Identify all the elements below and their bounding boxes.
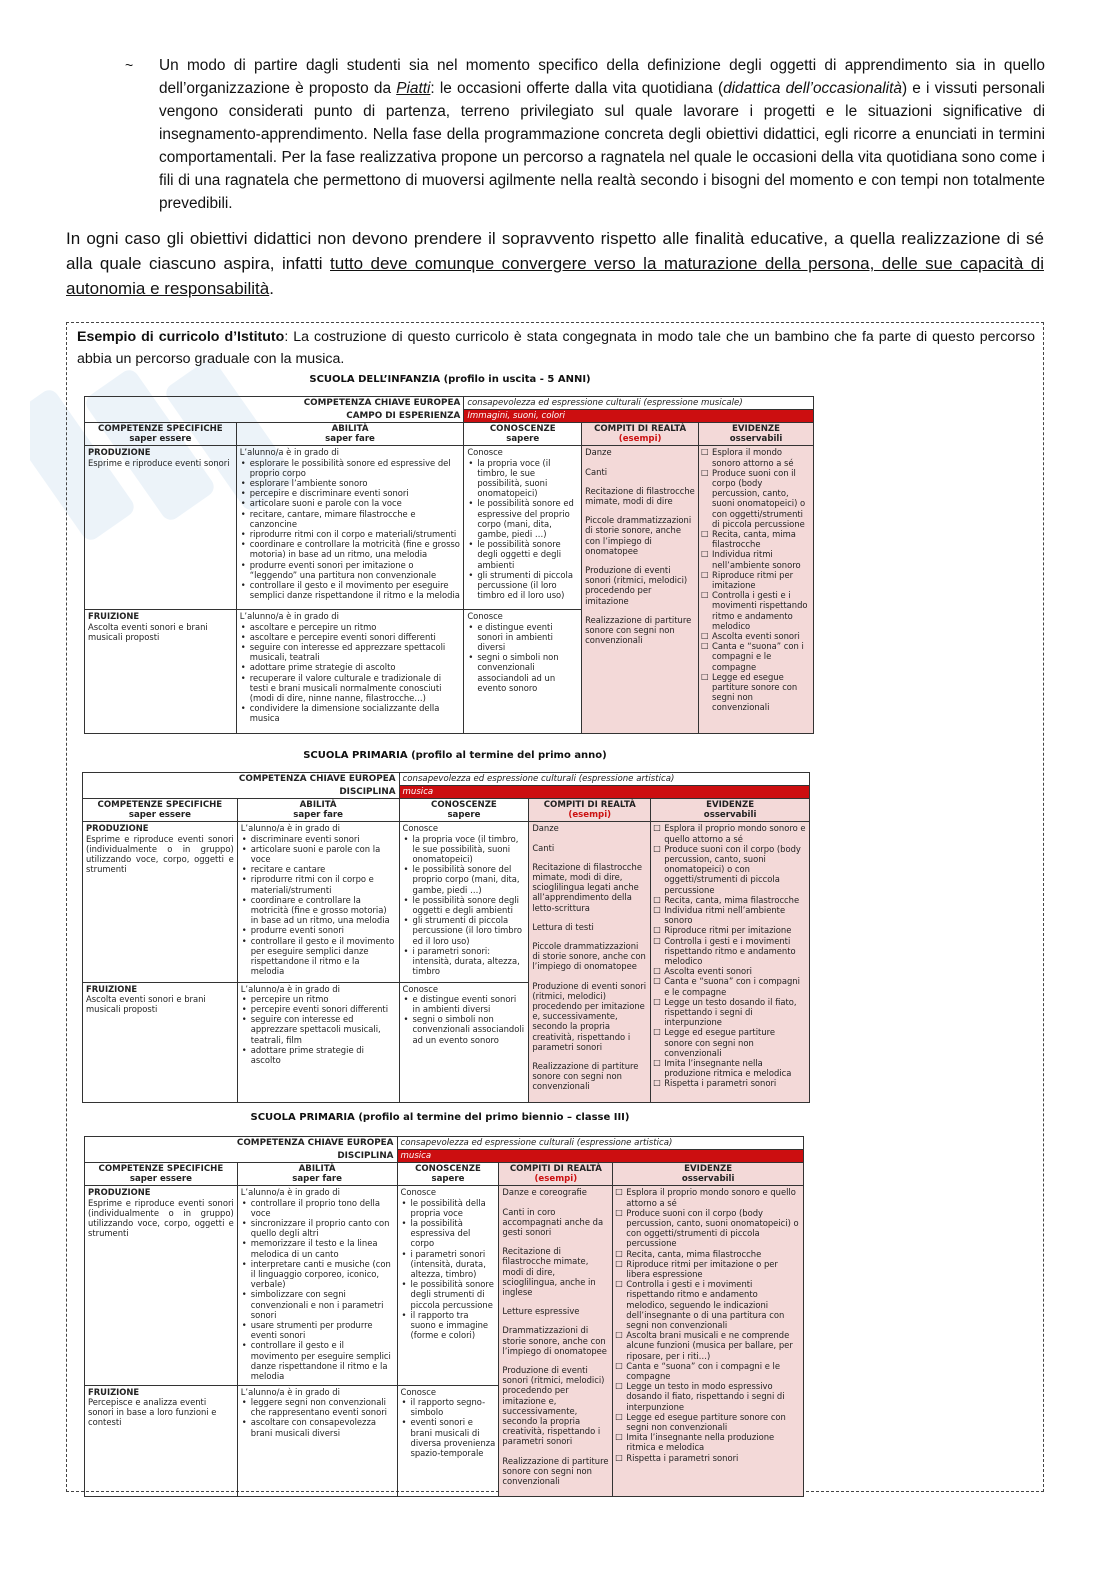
ability-item: • seguire con interesse ed apprezzare spettacoli musicali, teatrali, film [251, 1014, 396, 1045]
table2 [82, 772, 810, 1103]
t1-tasks [582, 446, 699, 734]
t1-h4: COMPITI DI REALTÀ (esempi) [582, 423, 699, 446]
task-item: Realizzazione di partiture sonore con segni non convenzionali [502, 1455, 609, 1487]
evidence-item: □ Rispetta i parametri sonori [664, 1078, 806, 1088]
task-item: Danze [585, 447, 612, 458]
ability-item: • produrre eventi sonori per imitazione o “leggendo” una partitura non convenzionale [250, 560, 461, 580]
evidence-item: □ Legge ed esegue partiture sonore con segni non convenzionali [712, 672, 810, 713]
t1-field-value: Immagini, suoni, colori [464, 410, 814, 423]
bullet-text-2: : le occasioni offerte dalla vita quotidiana ( [430, 80, 724, 97]
evidence-item: □ Imita l’insegnante nella produzione ritmica e melodica [664, 1058, 806, 1078]
t3-h3: CONOSCENZE sapere [397, 1163, 499, 1186]
table1-title: SCUOLA DELL’INFANZIA (profilo in uscita - 5 ANNI) [309, 374, 591, 385]
ability-item: • interpretare canti e musiche (con il linguaggio corporeo, iconico, verbale) [251, 1259, 394, 1290]
evidence-item: □ Legge ed esegue partiture sonore con segni non convenzionali [664, 1027, 806, 1058]
t2-fru-competence: FRUIZIONE Ascolta eventi sonori e brani musicali proposti [83, 982, 238, 1102]
ability-item: • percepire e discriminare eventi sonori [250, 488, 461, 498]
evidence-item: □ Individua ritmi nell’ambiente sonoro [664, 905, 806, 925]
table1 [84, 396, 814, 734]
knowledge-item: • segni o simboli non convenzionali associandoli ad un evento sonoro [477, 652, 578, 693]
author-name: Piatti [396, 80, 431, 97]
knowledge-item: • il rapporto tra suono e immagine (forme e colori) [411, 1310, 496, 1341]
t3-fru-competence: FRUIZIONE Percepisce e analizza eventi sonori in base a loro funzioni e contesti [85, 1385, 238, 1496]
t3-tasks [499, 1186, 613, 1497]
evidence-item: □ Canta e “suona” con i compagni e le compagne [712, 641, 810, 672]
task-item: Letture espressive [502, 1306, 580, 1317]
evidence-item: □ Legge ed esegue partiture sonore con segni non convenzionali [626, 1412, 800, 1432]
t1-fru-competence: FRUIZIONE Ascolta eventi sonori e brani musicali proposti [85, 610, 237, 734]
ability-item: • condividere la dimensione socializzante della musica [250, 703, 461, 723]
t1-prod-knowledge: Conosce • la propria voce (il timbro, le sue possibilità, suoni onomatopeici) • le possibilità sonore ed espressive del proprio corpo (mani, dita, gambe, piedi …) • le possibilità sonore degli oggetti e degli ambienti • gli strumenti di piccola percussione (il loro timbro ed il loro uso) [464, 446, 582, 610]
ability-item: • percepire eventi sonori differenti [251, 1004, 396, 1014]
main-paragraph [66, 226, 1044, 301]
ability-item: • controllare il gesto e il movimento per eseguire semplici danze rispettandone il ritmo e la melodia [251, 936, 396, 977]
knowledge-item: • la possibilità espressiva del corpo [411, 1218, 496, 1249]
t1-prod-abilities: L’alunno/a è in grado di • esplorare le possibilità sonore ed espressive del proprio corpo • esplorare l’ambiente sonoro • percepire e discriminare eventi sonori • articolare suoni e parole con la voce • recitare, cantare, mimare filastrocche e canzoncine • riprodurre ritmi con il corpo e materiali/strumenti • coordinare e controllare la motricità (fine e grosso motoria) in base ad un ritmo, una melodia • produrre eventi sonori per imitazione o “leggendo” una partitura non convenzionale • controllare il gesto e il movimento per eseguire semplici danze rispettandone il ritmo e la melodia [236, 446, 464, 610]
t2-h2: ABILITÀ saper fare [237, 799, 399, 822]
t1-prod-competence: PRODUZIONE Esprime e riproduce eventi sonori [85, 446, 237, 610]
evidence-item: □ Riproduce ritmi per imitazione [664, 925, 806, 935]
bullet-paragraph [125, 54, 1045, 215]
ability-item: • articolare suoni e parole con la voce [251, 844, 396, 864]
ability-item: • controllare il gesto e il movimento per eseguire semplici danze rispettandone il ritmo e la melodia [250, 580, 461, 600]
knowledge-item: • e distingue eventi sonori in ambienti diversi [413, 994, 526, 1014]
evidence-item: □ Ascolta eventi sonori [712, 631, 810, 641]
evidence-item: □ Recita, canta, mima filastrocche [626, 1249, 800, 1259]
t2-kc-label: COMPETENZA CHIAVE EUROPEA [83, 773, 400, 786]
knowledge-item: • eventi sonori e brani musicali di diversa provenienza spazio-temporale [411, 1417, 496, 1458]
table3-title: SCUOLA PRIMARIA (profilo al termine del primo biennio – classe III) [250, 1112, 630, 1123]
example-text: : La costruzione di questo curricolo è stata congegnata in modo tale che un bambino che fa parte di questo percorso abbia un percorso graduale con la musica. [77, 329, 1035, 367]
task-item: Danze [532, 823, 559, 834]
t2-prod-abilities: L’alunno/a è in grado di • discriminare eventi sonori • articolare suoni e parole con la voce • recitare e cantare • riprodurre ritmi con il corpo e materiali/strumenti • coordinare e controllare la motricità (fine e grosso motoria) in base ad un ritmo, una melodia • produrre eventi sonori • controllare il gesto e il movimento per eseguire semplici danze rispettandone il ritmo e la melodia [237, 822, 399, 982]
t1-fru-abilities: L’alunno/a è in grado di • ascoltare e percepire un ritmo • ascoltare e percepire eventi sonori differenti • seguire con interesse ed apprezzare spettacoli musicali, teatrali • adottare prime strategie di ascolto • recuperare il valore culturale e tradizionale di testi e brani musicali normalmente conosciuti (modi di dire, ninne nanne, filastrocche…) • condividere la dimensione socializzante della musica [236, 610, 464, 734]
ability-item: • recuperare il valore culturale e tradizionale di testi e brani musicali normalmente conosciuti (modi di dire, ninne nanne, filastrocche…) [250, 673, 461, 704]
ability-item: • discriminare eventi sonori [251, 834, 396, 844]
t3-h2: ABILITÀ saper fare [237, 1163, 397, 1186]
ability-item: • coordinare e controllare la motricità (fine e grosso motoria) in base ad un ritmo, una melodia [251, 895, 396, 926]
evidence-item: □ Riproduce ritmi per imitazione [712, 570, 810, 590]
t1-h5: EVIDENZE osservabili [699, 423, 814, 446]
task-item: Canti [532, 842, 555, 853]
task-item: Produzione di eventi sonori (ritmici, melodici) procedendo per imitazione e, successivamente, secondo la propria creatività, rispettando i parametri sonori [532, 980, 647, 1052]
knowledge-item: • la propria voce (il timbro, le sue possibilità, suoni onomatopeici) [477, 458, 578, 499]
evidence-item: □ Canta e “suona” con i compagni e le compagne [664, 976, 806, 996]
tilde-bullet-icon: ~ [125, 57, 134, 73]
evidence-item: □ Produce suoni con il corpo (body percussion, canto, suoni onomatopeici) o con oggetti/strumenti di piccola percussione [664, 844, 806, 895]
evidence-item: □ Individua ritmi nell’ambiente sonoro [712, 549, 810, 569]
t2-evidence [651, 822, 810, 1102]
knowledge-item: • gli strumenti di piccola percussione (il loro timbro ed il loro uso) [477, 570, 578, 601]
ability-item: • coordinare e controllare la motricità (fine e grosso motoria) in base ad un ritmo, una melodia [250, 539, 461, 559]
ability-item: • seguire con interesse ed apprezzare spettacoli musicali, teatrali [250, 642, 461, 662]
ability-item: • ascoltare e percepire eventi sonori differenti [250, 632, 461, 642]
task-item: Recitazione di filastrocche mimate, modi di dire, scioglilingua legati anche all’apprendimento della letto-scrittura [532, 861, 642, 913]
main-text-1: In ogni caso gli obiettivi didattici non devono prendere il sopravvento rispetto alle finalità educative, a quella realizzazione di sé alla quale ciascuno aspira, infatti [66, 229, 1044, 273]
table3 [84, 1136, 804, 1497]
t1-fru-knowledge: Conosce • e distingue eventi sonori in ambienti diversi • segni o simboli non convenzionali associandoli ad un evento sonoro [464, 610, 582, 734]
knowledge-item: • le possibilità sonore degli strumenti di piccola percussione [411, 1279, 496, 1310]
t3-kc-value: consapevolezza ed espressione culturali (espressione artistica) [397, 1137, 804, 1150]
evidence-item: □ Produce suoni con il corpo (body percussion, canto, suoni onomatopeici) o con oggetti/strumenti di piccola percussione [712, 468, 810, 529]
ability-item: • controllare il proprio tono della voce [251, 1198, 394, 1218]
evidence-item: □ Controlla i gesti e i movimenti rispettando ritmo e andamento melodico, seguendo le indicazioni dell’insegnante o di una partitura con segni non convenzionali [626, 1279, 800, 1330]
task-item: Canti in coro accompagnati anche da gesti sonori [502, 1206, 604, 1238]
example-heading: Esempio di curricolo d’Istituto [77, 329, 285, 345]
evidence-item: □ Rispetta i parametri sonori [626, 1453, 800, 1463]
bullet-italic: didattica dell’occasionalità [723, 80, 902, 97]
knowledge-item: • le possibilità sonore degli oggetti e degli ambienti [477, 539, 578, 570]
t1-h3: CONOSCENZE sapere [464, 423, 582, 446]
t1-kc-label: COMPETENZA CHIAVE EUROPEA [85, 397, 464, 410]
t2-h1: COMPETENZE SPECIFICHE saper essere [83, 799, 238, 822]
t2-h4: COMPITI DI REALTÀ (esempi) [529, 799, 651, 822]
t1-field-label: CAMPO DI ESPERIENZA [85, 410, 464, 423]
t3-h1: COMPETENZE SPECIFICHE saper essere [85, 1163, 238, 1186]
t1-h2: ABILITÀ saper fare [236, 423, 464, 446]
ability-item: • esplorare l’ambiente sonoro [250, 478, 461, 488]
t1-evidence [699, 446, 814, 734]
task-item: Recitazione di filastrocche mimate, modi di dire, scioglilingua, anche in inglese [502, 1246, 596, 1298]
task-item: Lettura di testi [532, 921, 594, 932]
ability-item: • usare strumenti per produrre eventi sonori [251, 1320, 394, 1340]
knowledge-item: • gli strumenti di piccola percussione (il loro timbro ed il loro uso) [413, 915, 526, 946]
evidence-item: □ Recita, canta, mima filastrocche [664, 895, 806, 905]
evidence-item: □ Imita l’insegnante nella produzione ritmica e melodica [626, 1432, 800, 1452]
ability-item: • articolare suoni e parole con la voce [250, 498, 461, 508]
ability-item: • sincronizzare il proprio canto con quello degli altri [251, 1218, 394, 1238]
ability-item: • simbolizzare con segni convenzionali e non i parametri sonori [251, 1289, 394, 1320]
task-item: Danze e coreografie [502, 1187, 587, 1198]
evidence-item: □ Ascolta eventi sonori [664, 966, 806, 976]
ability-item: • ascoltare e percepire un ritmo [250, 622, 461, 632]
evidence-item: □ Controlla i gesti e i movimenti rispettando ritmo e andamento melodico [712, 590, 810, 631]
knowledge-item: • le possibilità sonore degli oggetti e degli ambienti [413, 895, 526, 915]
evidence-item: □ Recita, canta, mima filastrocche [712, 529, 810, 549]
ability-item: • recitare, cantare, mimare filastrocche e canzoncine [250, 509, 461, 529]
t2-prod-competence: PRODUZIONE Esprime e riproduce eventi sonori (individualmente o in gruppo) utilizzando voce, corpo, oggetti e strumenti [83, 822, 238, 982]
ability-item: • leggere segni non convenzionali che rappresentano eventi sonori [251, 1397, 394, 1417]
t3-fru-abilities: L’alunno/a è in grado di • leggere segni non convenzionali che rappresentano eventi sonori • ascoltare con consapevolezza brani musicali diversi [237, 1385, 397, 1496]
t3-prod-abilities: L’alunno/a è in grado di • controllare il proprio tono della voce • sincronizzare il proprio canto con quello degli altri • memorizzare il testo e la linea melodica di un canto • interpretare canti e musiche (con il linguaggio corporeo, iconico, verbale) • simbolizzare con segni convenzionali e non i parametri sonori • usare strumenti per produrre eventi sonori • controllare il gesto e il movimento per eseguire semplici danze rispettandone il ritmo e la melodia [237, 1186, 397, 1385]
t2-fru-knowledge: Conosce • e distingue eventi sonori in ambienti diversi • segni o simboli non convenzionali associandoli ad un evento sonoro [399, 982, 529, 1102]
knowledge-item: • e distingue eventi sonori in ambienti diversi [477, 622, 578, 653]
bullet-text-3: ) e i vissuti personali vengono considerati punto di partenza, terreno privilegiato sul quale lavorare i progetti e le situazioni significative di insegnamento-apprendimento. Nella fase della programmazione concreta degli obiettivi didattici, egli ricorre a enunciati in termini comportamentali. Per la fase realizzativa propone un percorso a ragnatela nel quale le occasioni della vita quotidiana sono come i fili di una ragnatela che permettono di muoversi agilmente nella realtà secondo i bisogni del momento e con tempi non totalmente prevedibili. [159, 80, 1045, 212]
t2-tasks [529, 822, 651, 1102]
table2-title: SCUOLA PRIMARIA (profilo al termine del primo anno) [303, 750, 607, 761]
task-item: Piccole drammatizzazioni di storie sonore, anche con l’impiego di onomatopee [585, 515, 692, 556]
ability-item: • percepire un ritmo [251, 994, 396, 1004]
evidence-item: □ Esplora il proprio mondo sonoro e quello attorno a sé [664, 823, 806, 843]
evidence-item: □ Legge un testo dosando il fiato, rispettando i segni di interpunzione [664, 997, 806, 1028]
t2-prod-knowledge: Conosce • la propria voce (il timbro, le sue possibilità, suoni onomatopeici) • le possibilità sonore del proprio corpo (mani, dita, gambe, piedi …) • le possibilità sonore degli oggetti e degli ambienti • gli strumenti di piccola percussione (il loro timbro ed il loro uso) • i parametri sonori: intensità, durata, altezza, timbro [399, 822, 529, 982]
evidence-item: □ Produce suoni con il corpo (body percussion, canto, suoni onomatopeici) o con oggetti/strumenti di piccola percussione [626, 1208, 800, 1249]
ability-item: • riprodurre ritmi con il corpo e materiali/strumenti [250, 529, 461, 539]
ability-item: • adottare prime strategie di ascolto [250, 662, 461, 672]
knowledge-item: • il rapporto segno-simbolo [411, 1397, 496, 1417]
task-item: Canti [585, 466, 608, 477]
knowledge-item: • la propria voce (il timbro, le sue possibilità, suoni onomatopeici) [413, 834, 526, 865]
task-item: Realizzazione di partiture sonore con segni non convenzionali [585, 614, 692, 646]
main-text-2: . [269, 279, 274, 298]
t2-h5: EVIDENZE osservabili [651, 799, 810, 822]
t1-kc-value: consapevolezza ed espressione culturali (espressione musicale) [464, 397, 814, 410]
bullet-text-1: Un modo di partire dagli studenti sia nel momento specifico della definizione degli oggetti di apprendimento sia in quello dell’organizzazione è proposto da [159, 57, 1045, 97]
ability-item: • recitare e cantare [251, 864, 396, 874]
t1-h1: COMPETENZE SPECIFICHE saper essere [85, 423, 237, 446]
t2-kc-value: consapevolezza ed espressione culturali (espressione artistica) [399, 773, 809, 786]
t3-prod-competence: PRODUZIONE Esprime e riproduce eventi sonori (individualmente o in gruppo) utilizzando voce, corpo, oggetti e strumenti [85, 1186, 238, 1385]
task-item: Piccole drammatizzazioni di storie sonore, anche con l’impiego di onomatopee [532, 941, 646, 972]
t3-kc-label: COMPETENZA CHIAVE EUROPEA [85, 1137, 398, 1150]
task-item: Drammatizzazioni di storie sonore, anche con l’impiego di onomatopee [502, 1325, 607, 1356]
t3-evidence [613, 1186, 804, 1497]
evidence-item: □ Legge un testo in modo espressivo dosando il fiato, rispettando i segni di interpunzione [626, 1381, 800, 1412]
t2-h3: CONOSCENZE sapere [399, 799, 529, 822]
t2-field-label: DISCIPLINA [83, 786, 400, 799]
ability-item: • memorizzare il testo e la linea melodica di un canto [251, 1238, 394, 1258]
ability-item: • produrre eventi sonori [251, 925, 396, 935]
t3-field-value: musica [397, 1150, 804, 1163]
t3-fru-knowledge: Conosce • il rapporto segno-simbolo • eventi sonori e brani musicali di diversa provenienza spazio-temporale [397, 1385, 499, 1496]
t3-prod-knowledge: Conosce • le possibilità della propria voce • la possibilità espressiva del corpo • i parametri sonori (intensità, durata, altezza, timbro) • le possibilità sonore degli strumenti di piccola percussione • il rapporto tra suono e immagine (forme e colori) [397, 1186, 499, 1385]
knowledge-item: • le possibilità sonore ed espressive del proprio corpo (mani, dita, gambe, piedi …) [477, 498, 578, 539]
evidence-item: □ Esplora il mondo sonoro attorno a sé [712, 447, 810, 467]
knowledge-item: • le possibilità della propria voce [411, 1198, 496, 1218]
example-intro [77, 326, 1035, 370]
task-item: Produzione di eventi sonori (ritmici, melodici) procedendo per imitazione e, successivamente, secondo la propria creatività, rispettando i parametri sonori [502, 1365, 605, 1447]
t3-h4: COMPITI DI REALTÀ (esempi) [499, 1163, 613, 1186]
evidence-item: □ Controlla i gesti e i movimenti rispettando ritmo e andamento melodico [664, 936, 806, 967]
main-underlined: tutto deve comunque convergere verso la maturazione della persona, delle sue capacità di autonomia e responsabilità [66, 254, 1044, 298]
knowledge-item: • segni o simboli non convenzionali associandoli ad un evento sonoro [413, 1014, 526, 1045]
task-item: Produzione di eventi sonori (ritmici, melodici) procedendo per imitazione [585, 565, 688, 606]
evidence-item: □ Canta e “suona” con i compagni e le compagne [626, 1361, 800, 1381]
ability-item: • ascoltare con consapevolezza brani musicali diversi [251, 1417, 394, 1437]
knowledge-item: • i parametri sonori: intensità, durata, altezza, timbro [413, 946, 526, 977]
ability-item: • esplorare le possibilità sonore ed espressive del proprio corpo [250, 458, 461, 478]
knowledge-item: • i parametri sonori (intensità, durata, altezza, timbro) [411, 1249, 496, 1280]
t3-h5: EVIDENZE osservabili [613, 1163, 804, 1186]
evidence-item: □ Ascolta brani musicali e ne comprende alcune funzioni (musica per ballare, per riposare, per i riti…) [626, 1330, 800, 1361]
t3-field-label: DISCIPLINA [85, 1150, 398, 1163]
t2-field-value: musica [399, 786, 809, 799]
task-item: Recitazione di filastrocche mimate, modi di dire [585, 485, 695, 507]
ability-item: • riprodurre ritmi con il corpo e materiali/strumenti [251, 874, 396, 894]
ability-item: • adottare prime strategie di ascolto [251, 1045, 396, 1065]
task-item: Realizzazione di partiture sonore con segni non convenzionali [532, 1061, 639, 1092]
ability-item: • controllare il gesto e il movimento per eseguire semplici danze rispettandone il ritmo e la melodia [251, 1340, 394, 1381]
knowledge-item: • le possibilità sonore del proprio corpo (mani, dita, gambe, piedi …) [413, 864, 526, 895]
t2-fru-abilities: L’alunno/a è in grado di • percepire un ritmo • percepire eventi sonori differenti • seguire con interesse ed apprezzare spettacoli musicali, teatrali, film • adottare prime strategie di ascolto [237, 982, 399, 1102]
evidence-item: □ Esplora il proprio mondo sonoro e quello attorno a sé [626, 1187, 800, 1207]
evidence-item: □ Riproduce ritmi per imitazione o per libera espressione [626, 1259, 800, 1279]
